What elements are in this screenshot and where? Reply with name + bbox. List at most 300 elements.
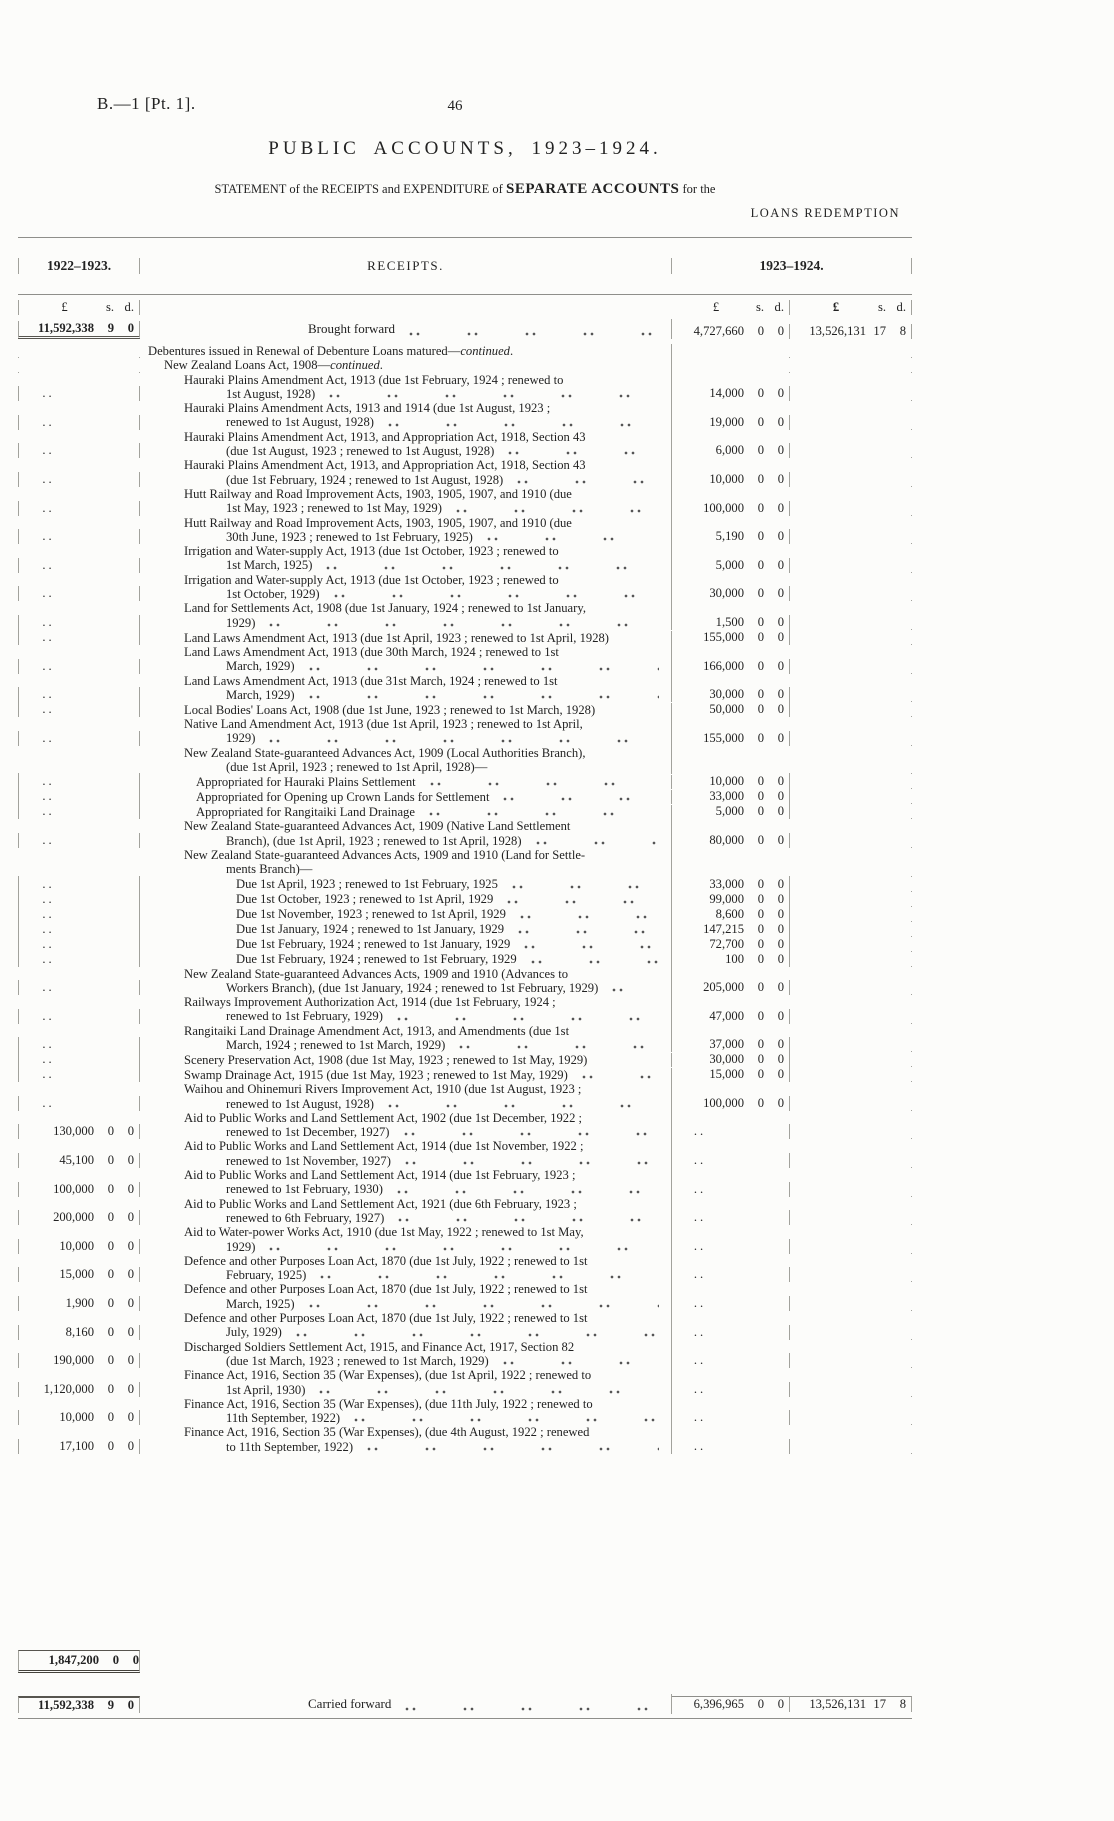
total-cell [790,629,912,630]
amount-1922-cell: 8,160 0 0 [18,1325,140,1340]
table-row [18,702,912,717]
amount-1923-cell: 5,190 0 0 [672,529,790,544]
total-cell [790,745,912,746]
table-row [18,1139,912,1168]
amount-1922-cell: .. [18,472,140,487]
amount-1922-cell: .. [18,659,140,674]
amount-1923-cell: .. [672,1382,790,1397]
amount-1923-cell: 30,000 0 0 [672,586,790,601]
amount-1923-cell: 33,000 0 0 [672,789,790,804]
amount-1922-cell: 200,000 0 0 [18,1210,140,1225]
total-cell [790,773,912,774]
table-row [18,358,912,372]
amount-1922-cell: .. [18,615,140,630]
amount-1923-cell: 15,000 0 0 [672,1067,790,1082]
total-cell [790,1453,912,1454]
amount-1923-cell: .. [672,1325,790,1340]
description-cell: Irrigation and Water-supply Act, 1913 (due 1st October, 1923 ; renewed to 1st October, 1929) [140,573,672,602]
total-cell [790,1281,912,1282]
total-cell [790,1224,912,1225]
amount-1923-cell: .. [672,1210,790,1225]
column-header-receipts: RECEIPTS. [140,258,672,274]
amount-1922-cell: .. [18,529,140,544]
table-row [18,717,912,746]
description-cell: Land Laws Amendment Act, 1913 (due 31st March, 1924 ; renewed to 1st March, 1929) [140,674,672,703]
total-cell [790,486,912,487]
amount-1923-cell: 72,700 0 0 [672,937,790,952]
dot-leader [409,326,659,336]
carried-forward-1922-amount: 11,592,338 9 0 [18,1696,140,1713]
amount-1922-cell: .. [18,937,140,952]
amount-1923-cell [672,372,790,373]
description-cell: Irrigation and Water-supply Act, 1913 (due 1st October, 1923 ; renewed to 1st March, 1925) [140,544,672,573]
brought-forward-total-amount: 13,526,131 17 8 [790,324,912,339]
amount-1922-cell: 190,000 0 0 [18,1353,140,1368]
amount-1923-cell: 19,000 0 0 [672,415,790,430]
page-title: PUBLIC ACCOUNTS, 1923–1924. [268,138,662,159]
amount-1923-cell: .. [672,1410,790,1425]
total-cell [790,1066,912,1067]
table-row [18,1168,912,1197]
description-cell: Hutt Railway and Road Improvement Acts, 1903, 1905, 1907, and 1910 (due 30th June, 1923 ; renewed to 1st February, 1925) [140,516,672,545]
description-cell: Due 1st January, 1924 ; renewed to 1st January, 1929 [140,922,672,936]
amount-1923-cell: .. [672,1239,790,1254]
total-cell [790,847,912,848]
dot-leader [430,776,659,786]
dot-leader [404,1126,659,1136]
total-cell [790,1424,912,1425]
description-cell: Land Laws Amendment Act, 1913 (due 30th March, 1924 ; renewed to 1st March, 1929) [140,645,672,674]
document-reference: B.—1 [Pt. 1]. [97,94,196,113]
dot-leader [309,661,659,671]
description-cell: Finance Act, 1916, Section 35 (War Expenses), (due 1st April, 1922 ; renewed to 1st April, 1930) [140,1368,672,1397]
total-cell [790,1167,912,1168]
carried-forward-1923-amount: 6,396,965 0 0 [672,1696,790,1712]
amount-1922-cell: .. [18,1037,140,1052]
total-cell [790,818,912,819]
amount-1923-cell: 10,000 0 0 [672,472,790,487]
amount-1923-cell: 8,600 0 0 [672,907,790,922]
total-cell [790,644,912,645]
dot-leader [536,835,659,845]
dot-leader [397,1011,659,1021]
dot-leader [612,982,659,992]
dot-leader [512,879,659,889]
brought-forward-label-cell [140,319,672,339]
amount-1922-cell: .. [18,731,140,746]
spacer-row [18,1676,912,1690]
amount-1923-cell: 155,000 0 0 [672,630,790,645]
description-cell: Finance Act, 1916, Section 35 (War Expenses), (due 11th July, 1922 ; renewed to 11th September, 1922) [140,1397,672,1426]
amount-1923-cell: 147,215 0 0 [672,922,790,937]
amount-1922-cell: .. [18,833,140,848]
table-row [18,746,912,775]
dot-leader [367,1441,659,1451]
total-cell [790,994,912,995]
total-cell [790,966,912,967]
amount-1922-cell: 130,000 0 0 [18,1124,140,1139]
statement-suffix: for the [682,182,716,196]
amount-1922-cell: 15,000 0 0 [18,1267,140,1282]
description-cell: New Zealand State-guaranteed Advances Act, 1909 (Native Land Settlement Branch), (due 1st April, 1923 ; renewed to 1st April, 1928) [140,819,672,848]
dot-leader [582,1069,659,1079]
table-row [18,1052,912,1067]
description-cell: Aid to Public Works and Land Settlement Act, 1902 (due 1st December, 1922 ; renewed to 1st December, 1927) [140,1111,672,1140]
total-cell [790,1051,912,1052]
table-row [18,544,912,573]
amount-1922-cell: .. [18,1067,140,1082]
brought-forward-1923-amount: 4,727,660 0 0 [672,324,790,339]
table-row [18,344,912,358]
amount-1922-cell: .. [18,386,140,401]
table-row [18,1197,912,1226]
amount-1922-cell: .. [18,1009,140,1024]
dot-leader [517,474,659,484]
description-cell: Due 1st November, 1923 ; renewed to 1st April, 1929 [140,907,672,921]
amount-1923-cell: 166,000 0 0 [672,659,790,674]
total-cell [790,673,912,674]
description-cell: Discharged Soldiers Settlement Act, 1915, and Finance Act, 1917, Section 82 (due 1st March, 1923 ; renewed to 1st March, 1929) [140,1340,672,1369]
dot-leader [326,560,659,570]
dot-leader [398,1212,659,1222]
description-cell: Hauraki Plains Amendment Acts, 1913 and 1914 (due 1st August, 1923 ; renewed to 1st August, 1928) [140,401,672,430]
statement-line [0,181,930,198]
total-cell [790,543,912,544]
amount-1922-cell: .. [18,922,140,937]
total-cell [790,600,912,601]
table-row [18,877,912,892]
dot-leader [320,1269,659,1279]
amount-1923-cell: 37,000 0 0 [672,1037,790,1052]
total-cell [790,429,912,430]
table-row [18,848,912,877]
table-row [18,1397,912,1426]
amount-1922-cell: .. [18,952,140,967]
carried-forward-row [18,1690,912,1718]
table-row [18,995,912,1024]
description-cell: Due 1st February, 1924 ; renewed to 1st February, 1929 [140,952,672,966]
table-row [18,789,912,804]
total-cell [790,716,912,717]
table-row [18,573,912,602]
amount-1923-cell: 33,000 0 0 [672,877,790,892]
dot-leader [388,417,659,427]
amount-1922-cell: .. [18,804,140,819]
table-row [18,630,912,645]
table-header-row [18,238,912,295]
currency-header-1922: £ s. d. [18,300,140,315]
amount-1923-cell: 100,000 0 0 [672,1096,790,1111]
statement-prefix: STATEMENT of the RECEIPTS and EXPENDITURE of [214,182,503,196]
table-row [18,774,912,789]
description-cell: New Zealand State-guaranteed Advances Acts, 1909 and 1910 (Advances to Workers Branch), (due 1st January, 1924 ; renewed to 1st February, 1929) [140,967,672,996]
total-cell [790,1138,912,1139]
dot-leader [354,1412,659,1422]
total-cell [790,1253,912,1254]
amount-1923-cell: 1,500 0 0 [672,615,790,630]
table-row [18,952,912,967]
table-row [18,819,912,848]
total-cell [790,357,912,358]
table-row [18,601,912,630]
amount-1923-cell: 99,000 0 0 [672,892,790,907]
column-header-1922-1923: 1922–1923. [18,258,140,274]
subtotal-row [18,1646,912,1676]
amount-1923-cell: 100 0 0 [672,952,790,967]
table-row [18,922,912,937]
dot-leader [518,924,659,934]
amount-1922-cell: .. [18,630,140,645]
currency-header-row [18,297,912,315]
dot-leader [508,445,659,455]
amount-1922-cell: 1,120,000 0 0 [18,1382,140,1397]
dot-leader [503,791,659,801]
table-row [18,674,912,703]
total-cell [790,1310,912,1311]
page-number: 46 [447,98,463,114]
dot-leader [405,1155,659,1165]
table-row [18,645,912,674]
amount-1922-cell: .. [18,586,140,601]
amount-1923-cell: 30,000 0 0 [672,1052,790,1067]
table-row [18,937,912,952]
currency-header-total: £ s. d. [790,300,912,315]
description-cell: Land Laws Amendment Act, 1913 (due 1st April, 1923 ; renewed to 1st April, 1928) [140,631,672,645]
total-cell [790,921,912,922]
amount-1922-cell: .. [18,702,140,717]
amount-1923-cell: 30,000 0 0 [672,687,790,702]
amount-1922-cell: .. [18,687,140,702]
dot-leader [520,909,659,919]
currency-header-1923: £ s. d. [672,300,790,315]
total-cell [790,788,912,789]
empty-region [18,1454,912,1646]
dot-leader [524,939,659,949]
description-cell: Aid to Public Works and Land Settlement Act, 1921 (due 6th February, 1923 ; renewed to 6th February, 1927) [140,1197,672,1226]
carried-forward-label: Carried forward [308,1696,392,1711]
description-cell: Hauraki Plains Amendment Act, 1913, and Appropriation Act, 1918, Section 43 (due 1st February, 1924 ; renewed to 1st August, 1928) [140,458,672,487]
description-cell: Hauraki Plains Amendment Act, 1913 (due 1st February, 1924 ; renewed to 1st August, 1928) [140,373,672,402]
brought-forward-label: Brought forward [308,321,396,336]
total-cell [790,906,912,907]
table-row [18,516,912,545]
description-cell: Scenery Preservation Act, 1908 (due 1st May, 1923 ; renewed to 1st May, 1929) [140,1053,672,1067]
description-cell: New Zealand State-guaranteed Advances Acts, 1909 and 1910 (Land for Settle- ments Branch)— [140,848,672,877]
amount-1922-cell: .. [18,1052,140,1067]
brought-forward-1922-amount: 11,592,338 9 0 [18,321,140,339]
amount-1922-cell: .. [18,980,140,995]
dot-leader [397,1184,659,1194]
table-row [18,401,912,430]
total-cell [790,400,912,401]
statement-accounts: SEPARATE ACCOUNTS [505,181,680,197]
amount-1922-cell [18,372,140,373]
table-row [18,1425,912,1454]
amount-1923-cell: 14,000 0 0 [672,386,790,401]
description-cell: Aid to Water-power Works Act, 1910 (due 1st May, 1922 ; renewed to 1st May, 1929) [140,1225,672,1254]
table-row [18,907,912,922]
description-cell: Defence and other Purposes Loan Act, 1870 (due 1st July, 1922 ; renewed to 1st July, 1929) [140,1311,672,1340]
amount-1923-cell: 6,000 0 0 [672,443,790,458]
total-cell [790,1023,912,1024]
amount-1922-cell: .. [18,789,140,804]
amount-1923-cell: .. [672,1353,790,1368]
amount-1923-cell: 10,000 0 0 [672,774,790,789]
amount-1922-cell [18,357,140,358]
total-cell [790,1110,912,1111]
total-cell [790,951,912,952]
description-cell: New Zealand Loans Act, 1908—continued. [140,358,672,372]
amount-1922-cell: .. [18,877,140,892]
dot-leader [459,1039,659,1049]
table-row [18,1311,912,1340]
table-row [18,487,912,516]
dot-leader [487,531,659,541]
dot-leader [296,1327,659,1337]
amount-1922-cell: 17,100 0 0 [18,1439,140,1454]
dot-leader [329,388,659,398]
amount-1923-cell: .. [672,1267,790,1282]
carried-forward-label-cell [140,1694,672,1714]
column-header-1923-1924: 1923–1924. [672,258,912,274]
description-cell: Defence and other Purposes Loan Act, 1870 (due 1st July, 1922 ; renewed to 1st February, 1925) [140,1254,672,1283]
amount-1923-cell: 100,000 0 0 [672,501,790,516]
dot-leader [507,894,659,904]
dot-leader [334,588,659,598]
total-cell [790,1367,912,1368]
amount-1923-cell: .. [672,1296,790,1311]
dot-leader [309,689,659,699]
total-cell [790,1081,912,1082]
total-cell [790,1396,912,1397]
amount-1922-cell: .. [18,501,140,516]
total-cell [790,372,912,373]
dot-leader [388,1098,659,1108]
amount-1923-cell: .. [672,1439,790,1454]
amount-1923-cell: .. [672,1153,790,1168]
description-cell: Hauraki Plains Amendment Act, 1913, and Appropriation Act, 1918, Section 43 (due 1st August, 1923 ; renewed to 1st August, 1928) [140,430,672,459]
dot-leader [405,1701,659,1711]
amount-1922-cell: .. [18,907,140,922]
description-cell: Waihou and Ohinemuri Rivers Improvement Act, 1910 (due 1st August, 1923 ; renewed to 1st August, 1928) [140,1082,672,1111]
amount-1923-cell: 50,000 0 0 [672,702,790,717]
amount-1922-cell: .. [18,892,140,907]
total-cell [790,803,912,804]
description-cell: Appropriated for Rangitaiki Land Drainage [140,805,672,819]
amount-1923-cell: 5,000 0 0 [672,558,790,573]
amount-1923-cell: 205,000 0 0 [672,980,790,995]
subtotal-1922-amount: 1,847,200 0 0 [18,1650,140,1673]
description-cell: Swamp Drainage Act, 1915 (due 1st May, 1923 ; renewed to 1st May, 1929) [140,1068,672,1082]
description-cell: Aid to Public Works and Land Settlement Act, 1914 (due 1st February, 1923 ; renewed to 1st February, 1930) [140,1168,672,1197]
description-cell: Aid to Public Works and Land Settlement Act, 1914 (due 1st November, 1922 ; renewed to 1st November, 1927) [140,1139,672,1168]
amount-1923-cell: 80,000 0 0 [672,833,790,848]
table-row [18,967,912,996]
dot-leader [269,733,659,743]
dot-leader [456,503,659,513]
total-cell [790,936,912,937]
accounts-table [18,237,912,1719]
amount-1923-cell: 47,000 0 0 [672,1009,790,1024]
description-cell: Railways Improvement Authorization Act, 1914 (due 1st February, 1924 ; renewed to 1st February, 1929) [140,995,672,1024]
table-row [18,804,912,819]
description-cell: Native Land Amendment Act, 1913 (due 1st April, 1923 ; renewed to 1st April, 1929) [140,717,672,746]
total-cell [790,891,912,892]
amount-1922-cell: .. [18,558,140,573]
carried-forward-total-amount: 13,526,131 17 8 [790,1696,912,1712]
table-row [18,1282,912,1311]
table-row [18,892,912,907]
table-row [18,1067,912,1082]
amount-1923-cell: .. [672,1124,790,1139]
dot-leader [269,617,659,627]
amount-1922-cell: 100,000 0 0 [18,1182,140,1197]
dot-leader [531,954,659,964]
description-cell: New Zealand State-guaranteed Advances Act, 1909 (Local Authorities Branch), (due 1st April, 1923 ; renewed to 1st April, 1928)— [140,746,672,775]
description-cell: Appropriated for Hauraki Plains Settlement [140,775,672,789]
dot-leader [503,1355,659,1365]
amount-1922-cell: .. [18,1096,140,1111]
description-cell: Rangitaiki Land Drainage Amendment Act, 1913, and Amendments (due 1st March, 1924 ; renewed to 1st March, 1929) [140,1024,672,1053]
amount-1922-cell: 10,000 0 0 [18,1239,140,1254]
statement-subject: LOANS REDEMPTION [750,206,900,220]
brought-forward-row [18,315,912,339]
total-cell [790,1196,912,1197]
table-row [18,430,912,459]
table-row [18,1225,912,1254]
description-cell: Defence and other Purposes Loan Act, 1870 (due 1st July, 1922 ; renewed to 1st March, 1925) [140,1282,672,1311]
description-cell: Land for Settlements Act, 1908 (due 1st January, 1924 ; renewed to 1st January, 1929) [140,601,672,630]
table-row [18,1340,912,1369]
table-row [18,1111,912,1140]
amount-1923-cell: 155,000 0 0 [672,731,790,746]
table-row [18,373,912,402]
table-row [18,458,912,487]
total-cell [790,876,912,877]
table-body [18,339,912,1454]
description-cell: Finance Act, 1916, Section 35 (War Expenses), (due 4th August, 1922 ; renewed to 11th September, 1922) [140,1425,672,1454]
description-cell: Due 1st April, 1923 ; renewed to 1st February, 1925 [140,877,672,891]
dot-leader [269,1241,659,1251]
table-row [18,1254,912,1283]
amount-1922-cell: .. [18,415,140,430]
table-row [18,1368,912,1397]
amount-1922-cell: .. [18,443,140,458]
dot-leader [309,1298,659,1308]
amount-1922-cell: 1,900 0 0 [18,1296,140,1311]
description-cell: Debentures issued in Renewal of Debenture Loans matured—continued. [140,344,672,358]
amount-1923-cell [672,357,790,358]
amount-1923-cell: 5,000 0 0 [672,804,790,819]
total-cell [790,515,912,516]
amount-1922-cell: .. [18,774,140,789]
description-cell: Due 1st October, 1923 ; renewed to 1st April, 1929 [140,892,672,906]
description-cell: Appropriated for Opening up Crown Lands for Settlement [140,790,672,804]
total-cell [790,572,912,573]
amount-1922-cell: 10,000 0 0 [18,1410,140,1425]
table-row [18,1082,912,1111]
total-cell [790,457,912,458]
dot-leader [429,806,659,816]
total-cell [790,1339,912,1340]
description-cell: Hutt Railway and Road Improvement Acts, 1903, 1905, 1907, and 1910 (due 1st May, 1923 ; renewed to 1st May, 1929) [140,487,672,516]
total-cell [790,701,912,702]
description-cell: Due 1st February, 1924 ; renewed to 1st January, 1929 [140,937,672,951]
table-row [18,1024,912,1053]
amount-1922-cell: 45,100 0 0 [18,1153,140,1168]
dot-leader [319,1384,659,1394]
description-cell: Local Bodies' Loans Act, 1908 (due 1st June, 1923 ; renewed to 1st March, 1928) [140,703,672,717]
